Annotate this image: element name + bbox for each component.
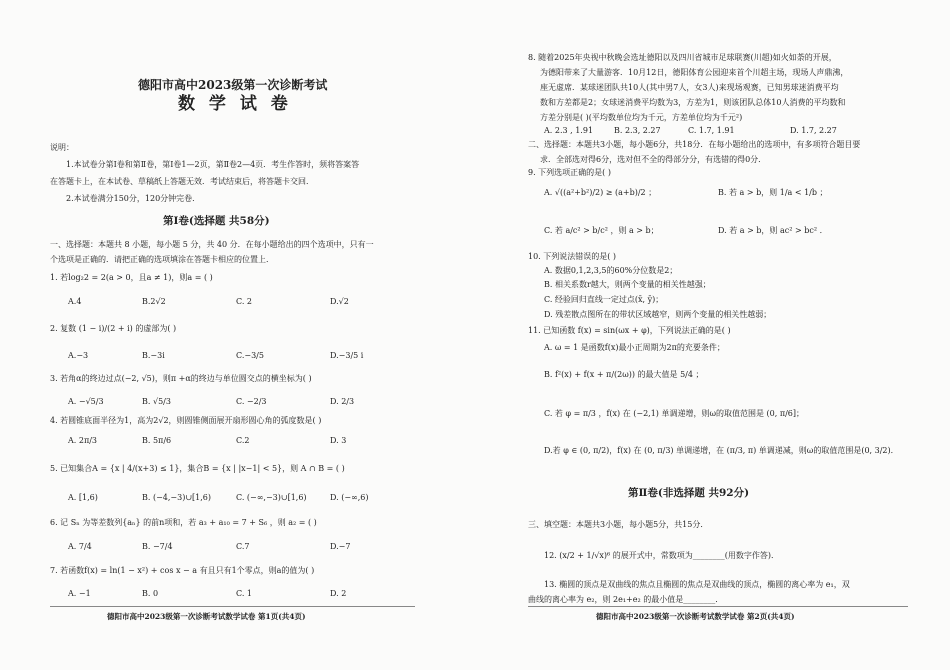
section3-title: 三、填空题：本题共3小题，每小题5分，共15分．: [528, 520, 709, 529]
q11-option-a: A. ω = 1 是函数f(x)最小正周期为2π的充要条件；: [544, 343, 725, 352]
q7-option-a: A. −1: [68, 589, 91, 598]
q5-option-a: A. [1,6): [68, 493, 98, 502]
q7-option-d: D. 2: [330, 589, 347, 598]
q6-option-b: B. −7/4: [142, 542, 173, 551]
q3-option-d: D. 2/3: [330, 397, 355, 406]
page1-footer: 德阳市高中2023级第一次诊断考试数学试卷 第1页(共4页): [107, 612, 306, 621]
section2-title: 二、选择题：本题共3小题，每小题6分，共18分．在每小题给出的选项中，有多项符合题目要: [528, 140, 861, 149]
question-12: 12. (x/2 + 1/√x)⁶ 的展开式中，常数项为________(用数字作答)．: [544, 551, 779, 560]
section2-title-cont: 求．全部选对得6分，选对但不全的得部分分，有选错的得0分．: [540, 155, 767, 164]
q8-option-a: A. 2.3 , 1.91: [544, 126, 594, 135]
question-10-stem: 10. 下列说法错误的是( ): [528, 252, 617, 261]
question-7-stem: 7. 若函数f(x) = ln(1 − x²) + cos x − a 有且只有1个零点，则a的值为( ): [50, 566, 315, 575]
q6-option-d: D.−7: [330, 542, 351, 551]
q1-option-d: D.√2: [330, 297, 349, 306]
q2-option-b: B.−3i: [142, 351, 165, 360]
note-line: 2.本试卷满分150分，120分钟完卷．: [66, 194, 201, 203]
q6-option-a: A. 7/4: [68, 542, 92, 551]
q7-option-b: B. 0: [142, 589, 159, 598]
question-8-stem-cont: 方差分别是( )(平均数单位均为千元，方差单位均为千元²): [540, 113, 743, 122]
exam-page-1: [0, 0, 470, 670]
question-9-stem: 9. 下列选项正确的是( ): [528, 168, 611, 177]
page2-footer: 德阳市高中2023级第一次诊断考试数学试卷 第2页(共4页): [596, 612, 795, 621]
q3-option-a: A. −√5/3: [68, 397, 104, 406]
q1-option-b: B.2√2: [142, 297, 166, 306]
q4-option-c: C.2: [236, 436, 250, 445]
question-6-stem: 6. 记 Sₙ 为等差数列{aₙ} 的前n项和，若 a₃ + a₁₀ = 7 + S₆ ，则 a₂ = ( ): [50, 518, 317, 527]
exam-page-2: [478, 0, 950, 670]
q6-option-c: C.7: [236, 542, 250, 551]
q4-option-b: B. 5π/6: [142, 436, 172, 445]
q5-option-d: D. (−∞,6): [330, 493, 369, 502]
question-2-stem: 2. 复数 (1 − i)/(2 + i) 的虚部为( ): [50, 324, 177, 333]
question-13-cont: 曲线的离心率为 e₂，则 2e₁+e₂ 的最小值是________．: [528, 595, 724, 604]
q4-option-d: D. 3: [330, 436, 347, 445]
note-line: 1.本试卷分第Ⅰ卷和第Ⅱ卷，第Ⅰ卷1—2页，第Ⅱ卷2—4页．考生作答时，须将答案答: [66, 160, 360, 169]
footer-divider: [528, 606, 908, 607]
q9-option-d: D. 若 a > b，则 ac² > bc² ．: [718, 226, 828, 235]
q2-option-d: D.−3/5 i: [330, 351, 364, 360]
question-8-stem-cont: 为德阳带来了大量游客．10月12日，德阳体育公园迎来首个川超主场，现场人声鼎沸，: [540, 68, 849, 77]
q5-option-b: B. (−4,−3)∪[1,6): [142, 493, 212, 502]
question-8-stem: 8. 随着2025年央视中秋晚会选址德阳以及四川省城市足球联赛(川超)如火如荼的开展，: [528, 53, 837, 62]
q10-option-d: D. 残差散点图所在的带状区域越窄，则两个变量的相关性越弱；: [544, 310, 772, 319]
question-5-stem: 5. 已知集合A = {x | 4/(x+3) ≤ 1}，集合B = {x | |x−1| < 5}，则 A ∩ B = ( ): [50, 464, 345, 473]
question-3-stem: 3. 若角α的终边过点(−2, √5)，则π +α的终边与单位圆交点的横坐标为( ): [50, 374, 312, 383]
question-11-stem: 11. 已知函数 f(x) = sin(ωx + φ)，下列说法正确的是( ): [528, 326, 731, 335]
q11-option-c: C. 若 φ = π/3 ，f(x) 在 (−2,1) 单调递增，则ω的取值范围是 (0, π/6]；: [544, 409, 804, 418]
q3-option-b: B. √5/3: [142, 397, 171, 406]
q8-option-b: B. 2.3, 2.27: [614, 126, 661, 135]
question-8-stem-cont: 数和方差都是2；女球迷消费平均数为3，方差为1，则该团队总体10人消费的平均数和: [540, 98, 846, 107]
q10-option-a: A. 数据0,1,2,3,5的60%分位数是2；: [544, 266, 678, 275]
q11-option-b: B. f²(x) + f(x + π/(2ω)) 的最大值是 5/4 ；: [544, 370, 704, 379]
q10-option-c: C. 经验回归直线一定过点(x̄, ȳ)；: [544, 295, 664, 304]
q2-option-a: A.−3: [68, 351, 89, 360]
q2-option-c: C.−3/5: [236, 351, 264, 360]
q8-option-d: D. 1.7, 2.27: [790, 126, 837, 135]
q3-option-c: C. −2/3: [236, 397, 267, 406]
question-8-stem-cont: 座无虚席．某球迷团队共10人(其中男7人，女3人)来现场观赛，已知男球迷消费平均: [540, 83, 839, 92]
q8-option-c: C. 1.7, 1.91: [688, 126, 735, 135]
question-4-stem: 4. 若圆锥底面半径为1，高为2√2，则圆锥侧面展开扇形圆心角的弧度数是( ): [50, 416, 322, 425]
notes-heading: 说明：: [50, 143, 74, 152]
q9-option-a: A. √((a²+b²)/2) ≥ (a+b)/2 ；: [544, 188, 657, 197]
section1-title: 一、选择题：本题共 8 小题，每小题 5 分，共 40 分．在每小题给出的四个选项中，只有一: [50, 240, 374, 249]
footer-divider: [50, 606, 415, 607]
part1-heading: 第Ⅰ卷(选择题 共58分): [163, 215, 270, 227]
part2-heading: 第Ⅱ卷(非选择题 共92分): [628, 487, 750, 499]
question-13: 13. 椭圆的顶点是双曲线的焦点且椭圆的焦点是双曲线的顶点，椭圆的离心率为 e₁，双: [544, 580, 850, 589]
q11-option-d: D.若 φ ∈ (0, π/2)，f(x) 在 (0, π/3) 单调递增，在 (π/3, π) 单调递减，则ω的取值范围是(0, 3/2)．: [544, 446, 899, 455]
q10-option-b: B. 相关系数r越大，则两个变量的相关性越强；: [544, 280, 711, 289]
section1-title-cont: 个选项是正确的．请把正确的选项填涂在答题卡相应的位置上．: [50, 255, 274, 264]
q9-option-c: C. 若 a/c² > b/c² ，则 a > b；: [544, 226, 659, 235]
exam-title: 德阳市高中2023级第一次诊断考试: [138, 78, 328, 92]
q5-option-c: C. (−∞,−3)∪[1,6): [236, 493, 307, 502]
q4-option-a: A. 2π/3: [68, 436, 97, 445]
note-line: 在答题卡上，在本试卷、草稿纸上答题无效．考试结束后，将答题卡交回．: [50, 177, 314, 186]
q1-option-c: C. 2: [236, 297, 253, 306]
q1-option-a: A.4: [68, 297, 82, 306]
q7-option-c: C. 1: [236, 589, 253, 598]
question-1-stem: 1. 若log₂2 = 2(a > 0，且a ≠ 1)，则a = ( ): [50, 273, 213, 282]
exam-subtitle: 数 学 试 卷: [178, 94, 292, 114]
q9-option-b: B. 若 a > b，则 1/a < 1/b ；: [718, 188, 828, 197]
